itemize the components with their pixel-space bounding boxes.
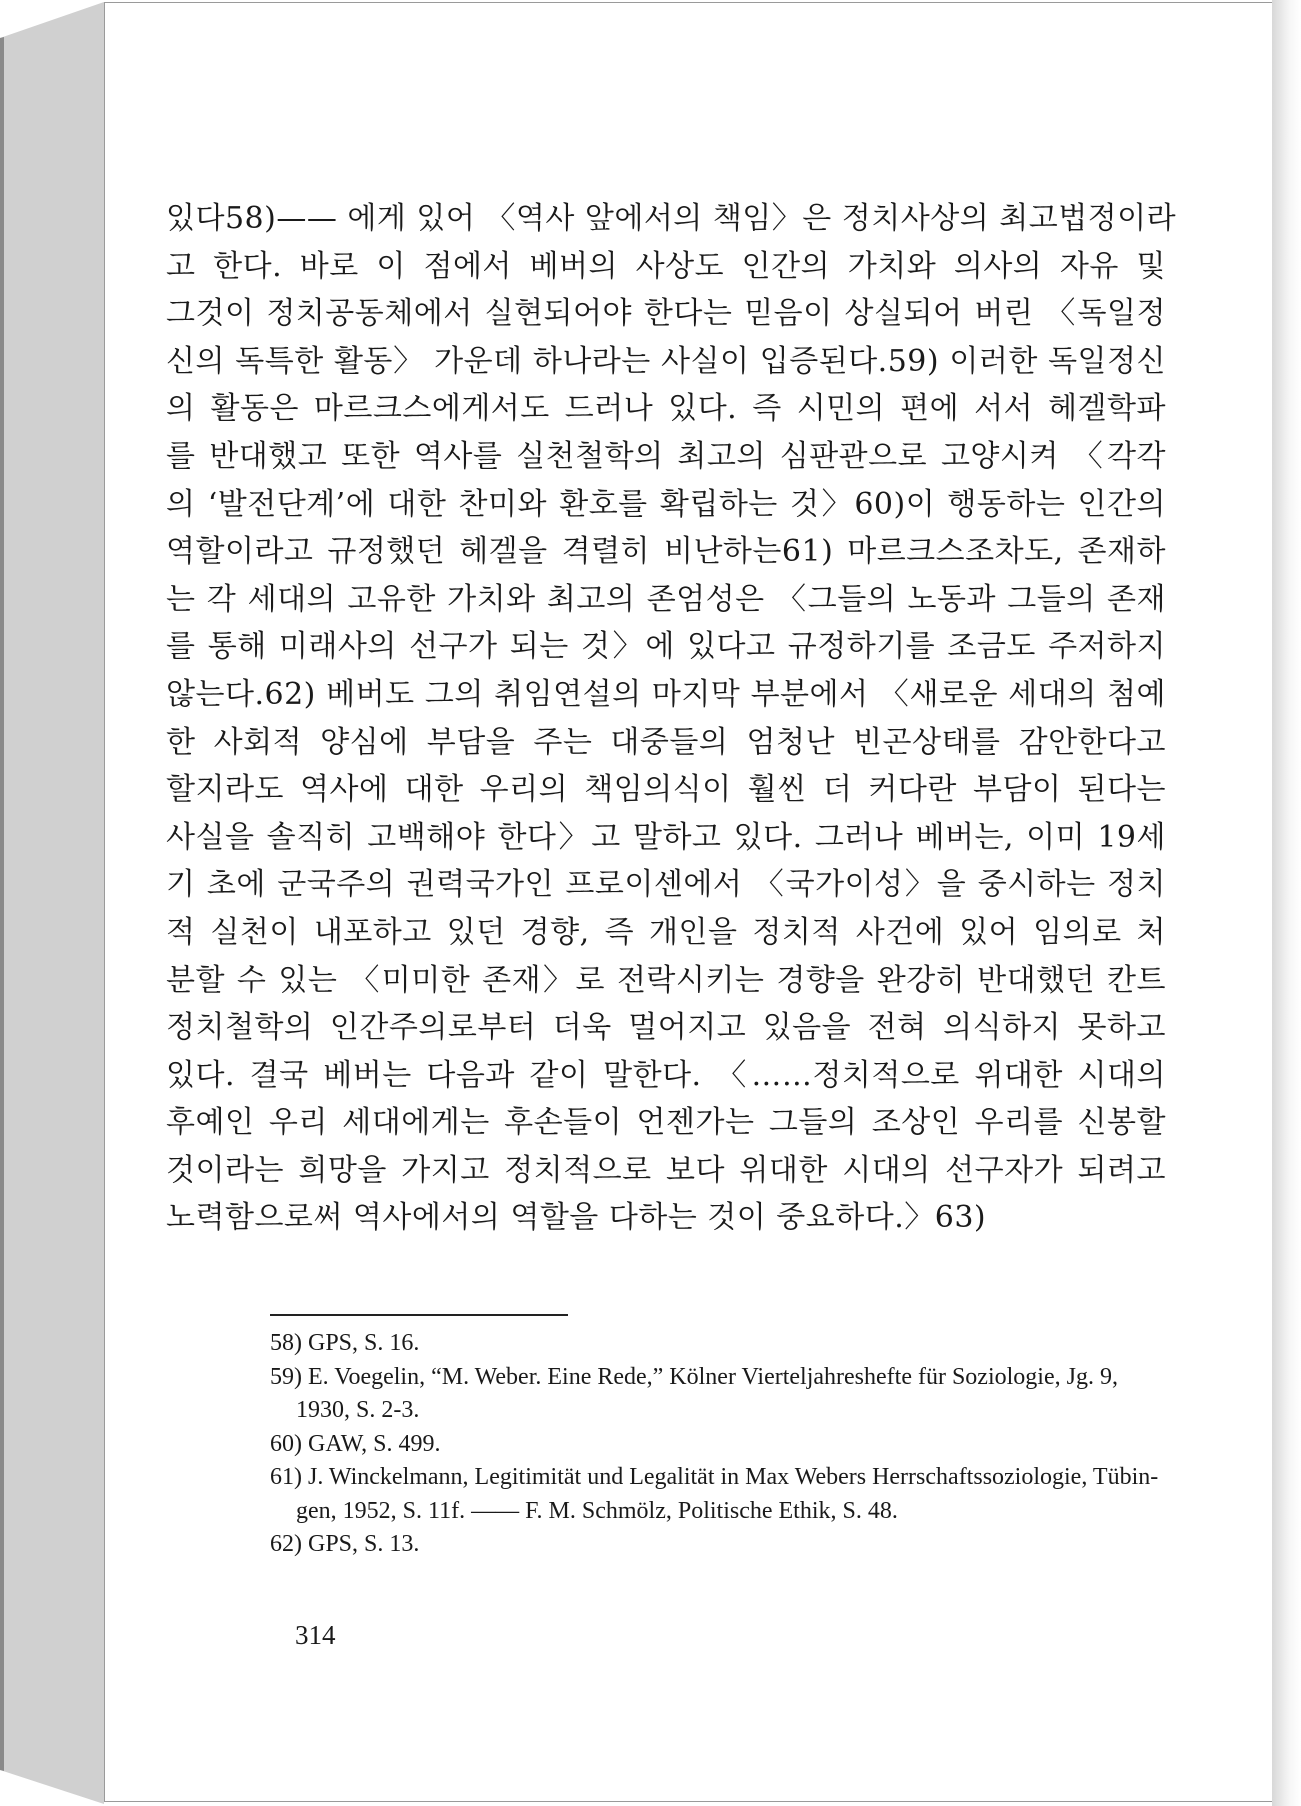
page-number: 314 bbox=[295, 1620, 336, 1650]
body-line: 할지라도 역사에 대한 우리의 책임의식이 훨씬 더 커다란 부담이 된다는 bbox=[166, 772, 1166, 808]
body-line: 의 활동은 마르크스에게서도 드러나 있다. 즉 시민의 편에 서서 헤겔학파 bbox=[166, 391, 1166, 427]
body-line: 후예인 우리 세대에게는 후손들이 언젠가는 그들의 조상인 우리를 신봉할 bbox=[166, 1105, 1166, 1141]
footnote-59-continued: 1930, S. 2-3. bbox=[296, 1397, 420, 1423]
footnote-62: 62) GPS, S. 13. bbox=[270, 1531, 420, 1557]
body-line: 그것이 정치공동체에서 실현되어야 한다는 믿음이 상실되어 버린 〈독일정 bbox=[166, 296, 1166, 332]
page-edge-shadow bbox=[1272, 0, 1301, 1806]
body-line: 의 ‘발전단계’에 대한 찬미와 환호를 확립하는 것〉60)이 행동하는 인간의 bbox=[166, 486, 1166, 522]
body-line: 를 반대했고 또한 역사를 실천철학의 최고의 심판관으로 고양시켜 〈각각 bbox=[166, 438, 1166, 474]
footnote-60: 60) GAW, S. 499. bbox=[270, 1430, 441, 1457]
body-line: 것이라는 희망을 가지고 정치적으로 보다 위대한 시대의 선구자가 되려고 bbox=[166, 1152, 1166, 1188]
body-line: 있다. 결국 베버는 다음과 같이 말한다. 〈……정치적으로 위대한 시대의 bbox=[166, 1057, 1166, 1093]
footnote-61-continued: gen, 1952, S. 11f. —— F. M. Schmölz, Politische Ethik, S. 48. bbox=[296, 1497, 898, 1524]
body-line: 역할이라고 규정했던 헤겔을 격렬히 비난하는61) 마르크스조차도, 존재하 bbox=[166, 534, 1166, 570]
body-line: 않는다.62) 베버도 그의 취임연설의 마지막 부분에서 〈새로운 세대의 첨예 bbox=[166, 676, 1166, 712]
body-line: 노력함으로써 역사에서의 역할을 다하는 것이 중요하다.〉63) bbox=[166, 1200, 987, 1236]
body-line: 신의 독특한 활동〉 가운데 하나라는 사실이 입증된다.59) 이러한 독일정신 bbox=[166, 343, 1166, 379]
body-line: 있다58)—— 에게 있어 〈역사 앞에서의 책임〉은 정치사상의 최고법정이라 bbox=[166, 201, 1177, 236]
body-line: 사실을 솔직히 고백해야 한다〉고 말하고 있다. 그러나 베버는, 이미 19세 bbox=[166, 819, 1166, 855]
body-line: 정치철학의 인간주의로부터 더욱 멀어지고 있음을 전혀 의식하지 못하고 bbox=[166, 1010, 1166, 1046]
body-line: 적 실천이 내포하고 있던 경향, 즉 개인을 정치적 사건에 있어 임의로 처 bbox=[166, 914, 1166, 950]
body-line: 를 통해 미래사의 선구가 되는 것〉에 있다고 규정하기를 조금도 주저하지 bbox=[166, 629, 1166, 665]
body-line: 한 사회적 양심에 부담을 주는 대중들의 엄청난 빈곤상태를 감안한다고 bbox=[166, 724, 1166, 760]
body-line: 분할 수 있는 〈미미한 존재〉로 전락시키는 경향을 완강히 반대했던 칸트 bbox=[166, 962, 1166, 998]
book-spine bbox=[0, 0, 110, 1806]
body-text bbox=[166, 195, 1177, 1242]
footnote-59: 59) E. Voegelin, “M. Weber. Eine Rede,” Kölner Vierteljahreshefte für Soziologie, Jg. 9, bbox=[270, 1363, 1118, 1390]
footnote-58: 58) GPS, S. 16. bbox=[270, 1330, 420, 1356]
body-line: 고 한다. 바로 이 점에서 베버의 사상도 인간의 가치와 의사의 자유 및 bbox=[166, 248, 1166, 284]
footnotes bbox=[270, 1327, 1170, 1562]
footnote-61: 61) J. Winckelmann, Legitimität und Legalität in Max Webers Herrschaftssoziologie, Tübin- bbox=[270, 1464, 1159, 1490]
footnote-divider bbox=[270, 1314, 568, 1316]
body-line: 기 초에 군국주의 권력국가인 프로이센에서 〈국가이성〉을 중시하는 정치 bbox=[166, 867, 1166, 903]
body-line: 는 각 세대의 고유한 가치와 최고의 존엄성은 〈그들의 노동과 그들의 존재 bbox=[166, 581, 1166, 617]
